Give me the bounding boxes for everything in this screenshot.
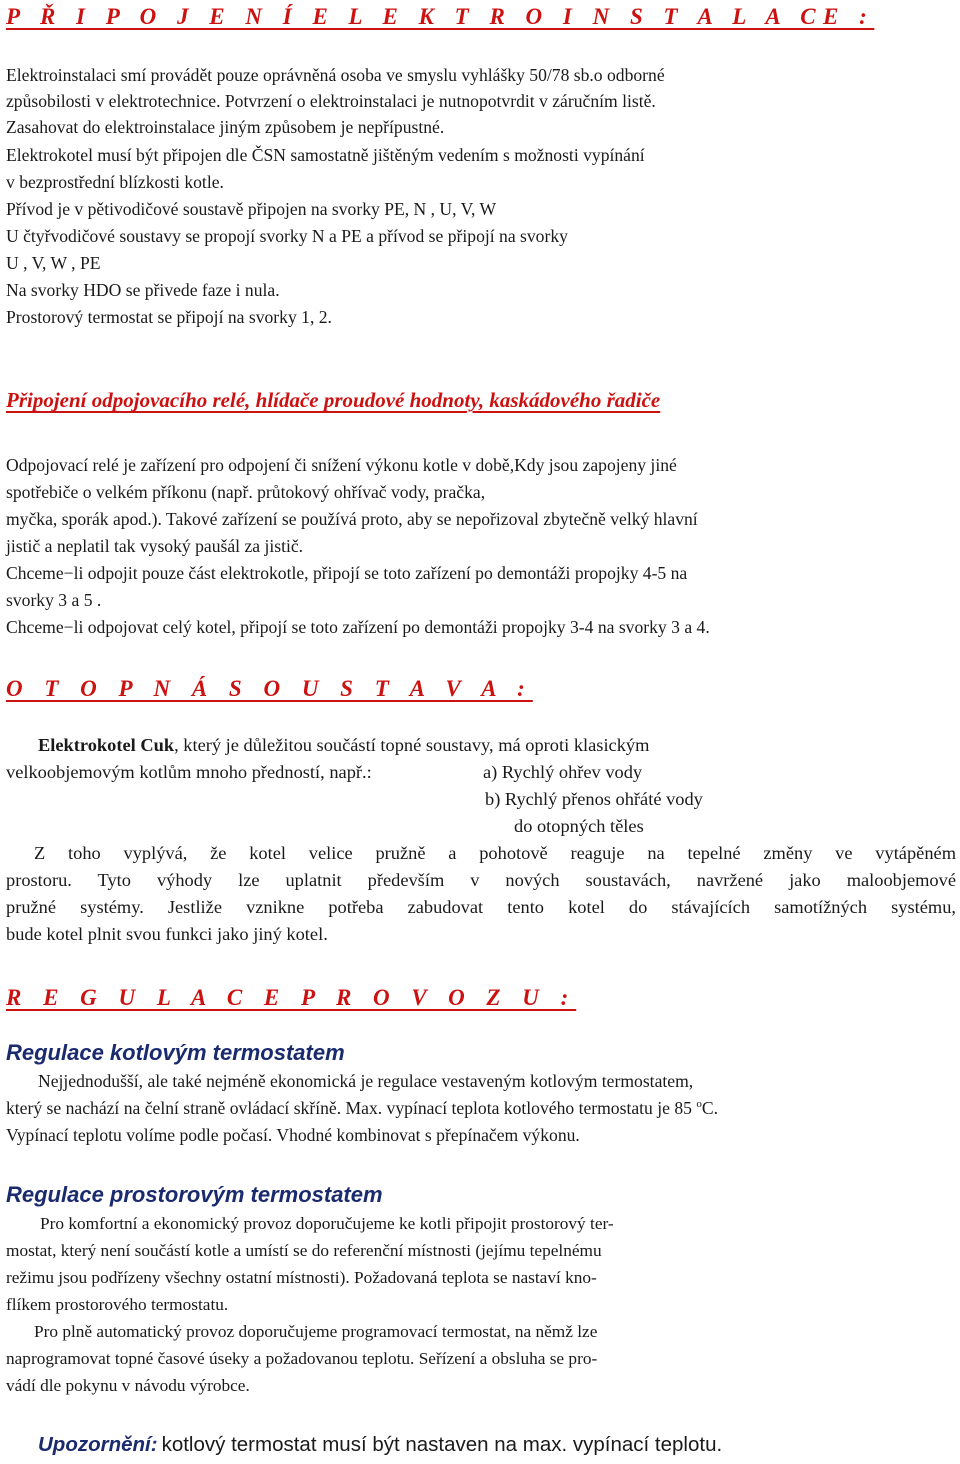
warning-note xyxy=(38,1433,722,1457)
text-line: bude kotel plnit svou funkci jako jiný kotel. xyxy=(6,924,328,944)
text-line: svorky 3 a 5 . xyxy=(6,590,102,610)
justified-line: Z toho vyplývá, že kotel velice pružně a pohotově reaguje na tepelné změny ve vytápěném xyxy=(34,843,956,863)
text-line: flíkem prostorového termostatu. xyxy=(6,1295,229,1314)
text-line: Nejjednodušší, ale také nejméně ekonomická je regulace vestaveným kotlovým termostatem, xyxy=(38,1071,694,1091)
text-line: v bezprostřední blízkosti kotle. xyxy=(6,172,224,192)
text-line: Přívod je v pětivodičové soustavě připojen na svorky PE, N , U, V, W xyxy=(6,199,497,219)
text-line: myčka, sporák apod.). Takové zařízení se používá proto, aby se nepořizoval zbytečně velký hlavní xyxy=(6,509,698,529)
text-line: Elektroinstalaci smí provádět pouze oprávněná osoba ve smyslu vyhlášky 50/78 sb.o odborné xyxy=(6,65,665,85)
section-heading-operation-control: R E G U L A C E P R O V O Z U : xyxy=(6,985,577,1010)
text-line: Vypínací teplotu volíme podle počasí. Vhodné kombinovat s přepínačem výkonu. xyxy=(6,1125,580,1145)
subheading-boiler-thermostat: Regulace kotlovým termostatem xyxy=(6,1040,345,1065)
text-line: spotřebiče o velkém příkonu (např. průtokový ohřívač vody, pračka, xyxy=(6,482,486,502)
product-name: Elektrokotel Cuk xyxy=(38,735,175,755)
text-line: Pro plně automatický provoz doporučujeme programovací termostat, na němž lze xyxy=(34,1322,598,1341)
subheading-room-thermostat: Regulace prostorovým termostatem xyxy=(6,1182,383,1207)
section-heading-relay-connection: Připojení odpojovacího relé, hlídače proudové hodnoty, kaskádového řadiče xyxy=(6,388,661,412)
text-line: mostat, který není součástí kotle a umístí se do referenční místnosti (jejímu tepelnému xyxy=(6,1241,602,1260)
text-line: který se nachází na čelní straně ovládací skříně. Max. vypínací teplota kotlového termostatu je 85 $^o$C. xyxy=(6,1098,718,1118)
text-line: Na svorky HDO se přivede faze i nula. xyxy=(6,280,280,300)
text-line: Zasahovat do elektroinstalace jiným způsobem je nepřípustné. xyxy=(6,117,445,137)
justified-line: pružné systémy. Jestliže vznikne potřeba zabudovat tento kotel do stávajících samotížných systému, xyxy=(6,897,956,917)
text-line: Odpojovací relé je zařízení pro odpojení či snížení výkonu kotle v době,Kdy jsou zapojeny jiné xyxy=(6,455,677,475)
text-line: U , V, W , PE xyxy=(6,253,101,273)
text-line: Chceme−li odpojit pouze část elektrokotle, připojí se toto zařízení po demontáži propojky 4-5 na xyxy=(6,563,688,583)
text-line: Prostorový termostat se připojí na svorky 1, 2. xyxy=(6,307,332,327)
section-heading-electrical-connection: P Ř I P O J E N Í E L E K T R O I N S T A L A CE : xyxy=(6,4,875,29)
justified-line: prostoru. Tyto výhody lze uplatnit především v nových soustavách, navržené jako maloobjemové xyxy=(6,870,956,890)
text-line: Elektrokotel musí být připojen dle ČSN samostatně jištěným vedením s možnosti vypínání xyxy=(6,145,645,165)
list-item-b-continued: do otopných těles xyxy=(514,816,644,836)
text-line: velkoobjemovým kotlům mnoho předností, např.: xyxy=(6,762,372,782)
text-line: Chceme−li odpojovat celý kotel, připojí se toto zařízení po demontáži propojky 3-4 na svorky 3 a 4. xyxy=(6,617,710,637)
text-line: Pro komfortní a ekonomický provoz doporučujeme ke kotli připojit prostorový ter- xyxy=(40,1214,614,1233)
text-line: naprogramovat topné časové úseky a požadovanou teplotu. Seřízení a obsluha se pro- xyxy=(6,1349,598,1368)
text-line: vádí dle pokynu v návodu výrobce. xyxy=(6,1376,250,1395)
list-item-a: a) Rychlý ohřev vody xyxy=(483,762,643,782)
degree-superscript: o xyxy=(696,1098,702,1111)
intro-rest: , který je důležitou součástí topné soustavy, má oproti klasickým xyxy=(174,735,650,755)
text-line: způsobilosti v elektrotechnice. Potvrzení o elektroinstalaci je nutnopotvrdit v záručním listě. xyxy=(6,91,656,111)
warning-label: Upozornění: xyxy=(38,1433,158,1456)
text-line: U čtyřvodičové soustavy se propojí svorky N a PE a přívod se připojí na svorky xyxy=(6,226,568,246)
list-item-b: b) Rychlý přenos ohřáté vody xyxy=(485,789,703,809)
intro-line xyxy=(38,735,649,756)
section-heading-heating-system: O T O P N Á S O U S T A V A : xyxy=(6,676,533,701)
warning-text: kotlový termostat musí být nastaven na max. vypínací teplotu. xyxy=(161,1433,723,1456)
text-line: jistič a neplatil tak vysoký paušál za jistič. xyxy=(6,536,304,556)
text-line: režimu jsou podřízeny všechny ostatní místnosti). Požadovaná teplota se nastaví kno- xyxy=(6,1268,597,1287)
